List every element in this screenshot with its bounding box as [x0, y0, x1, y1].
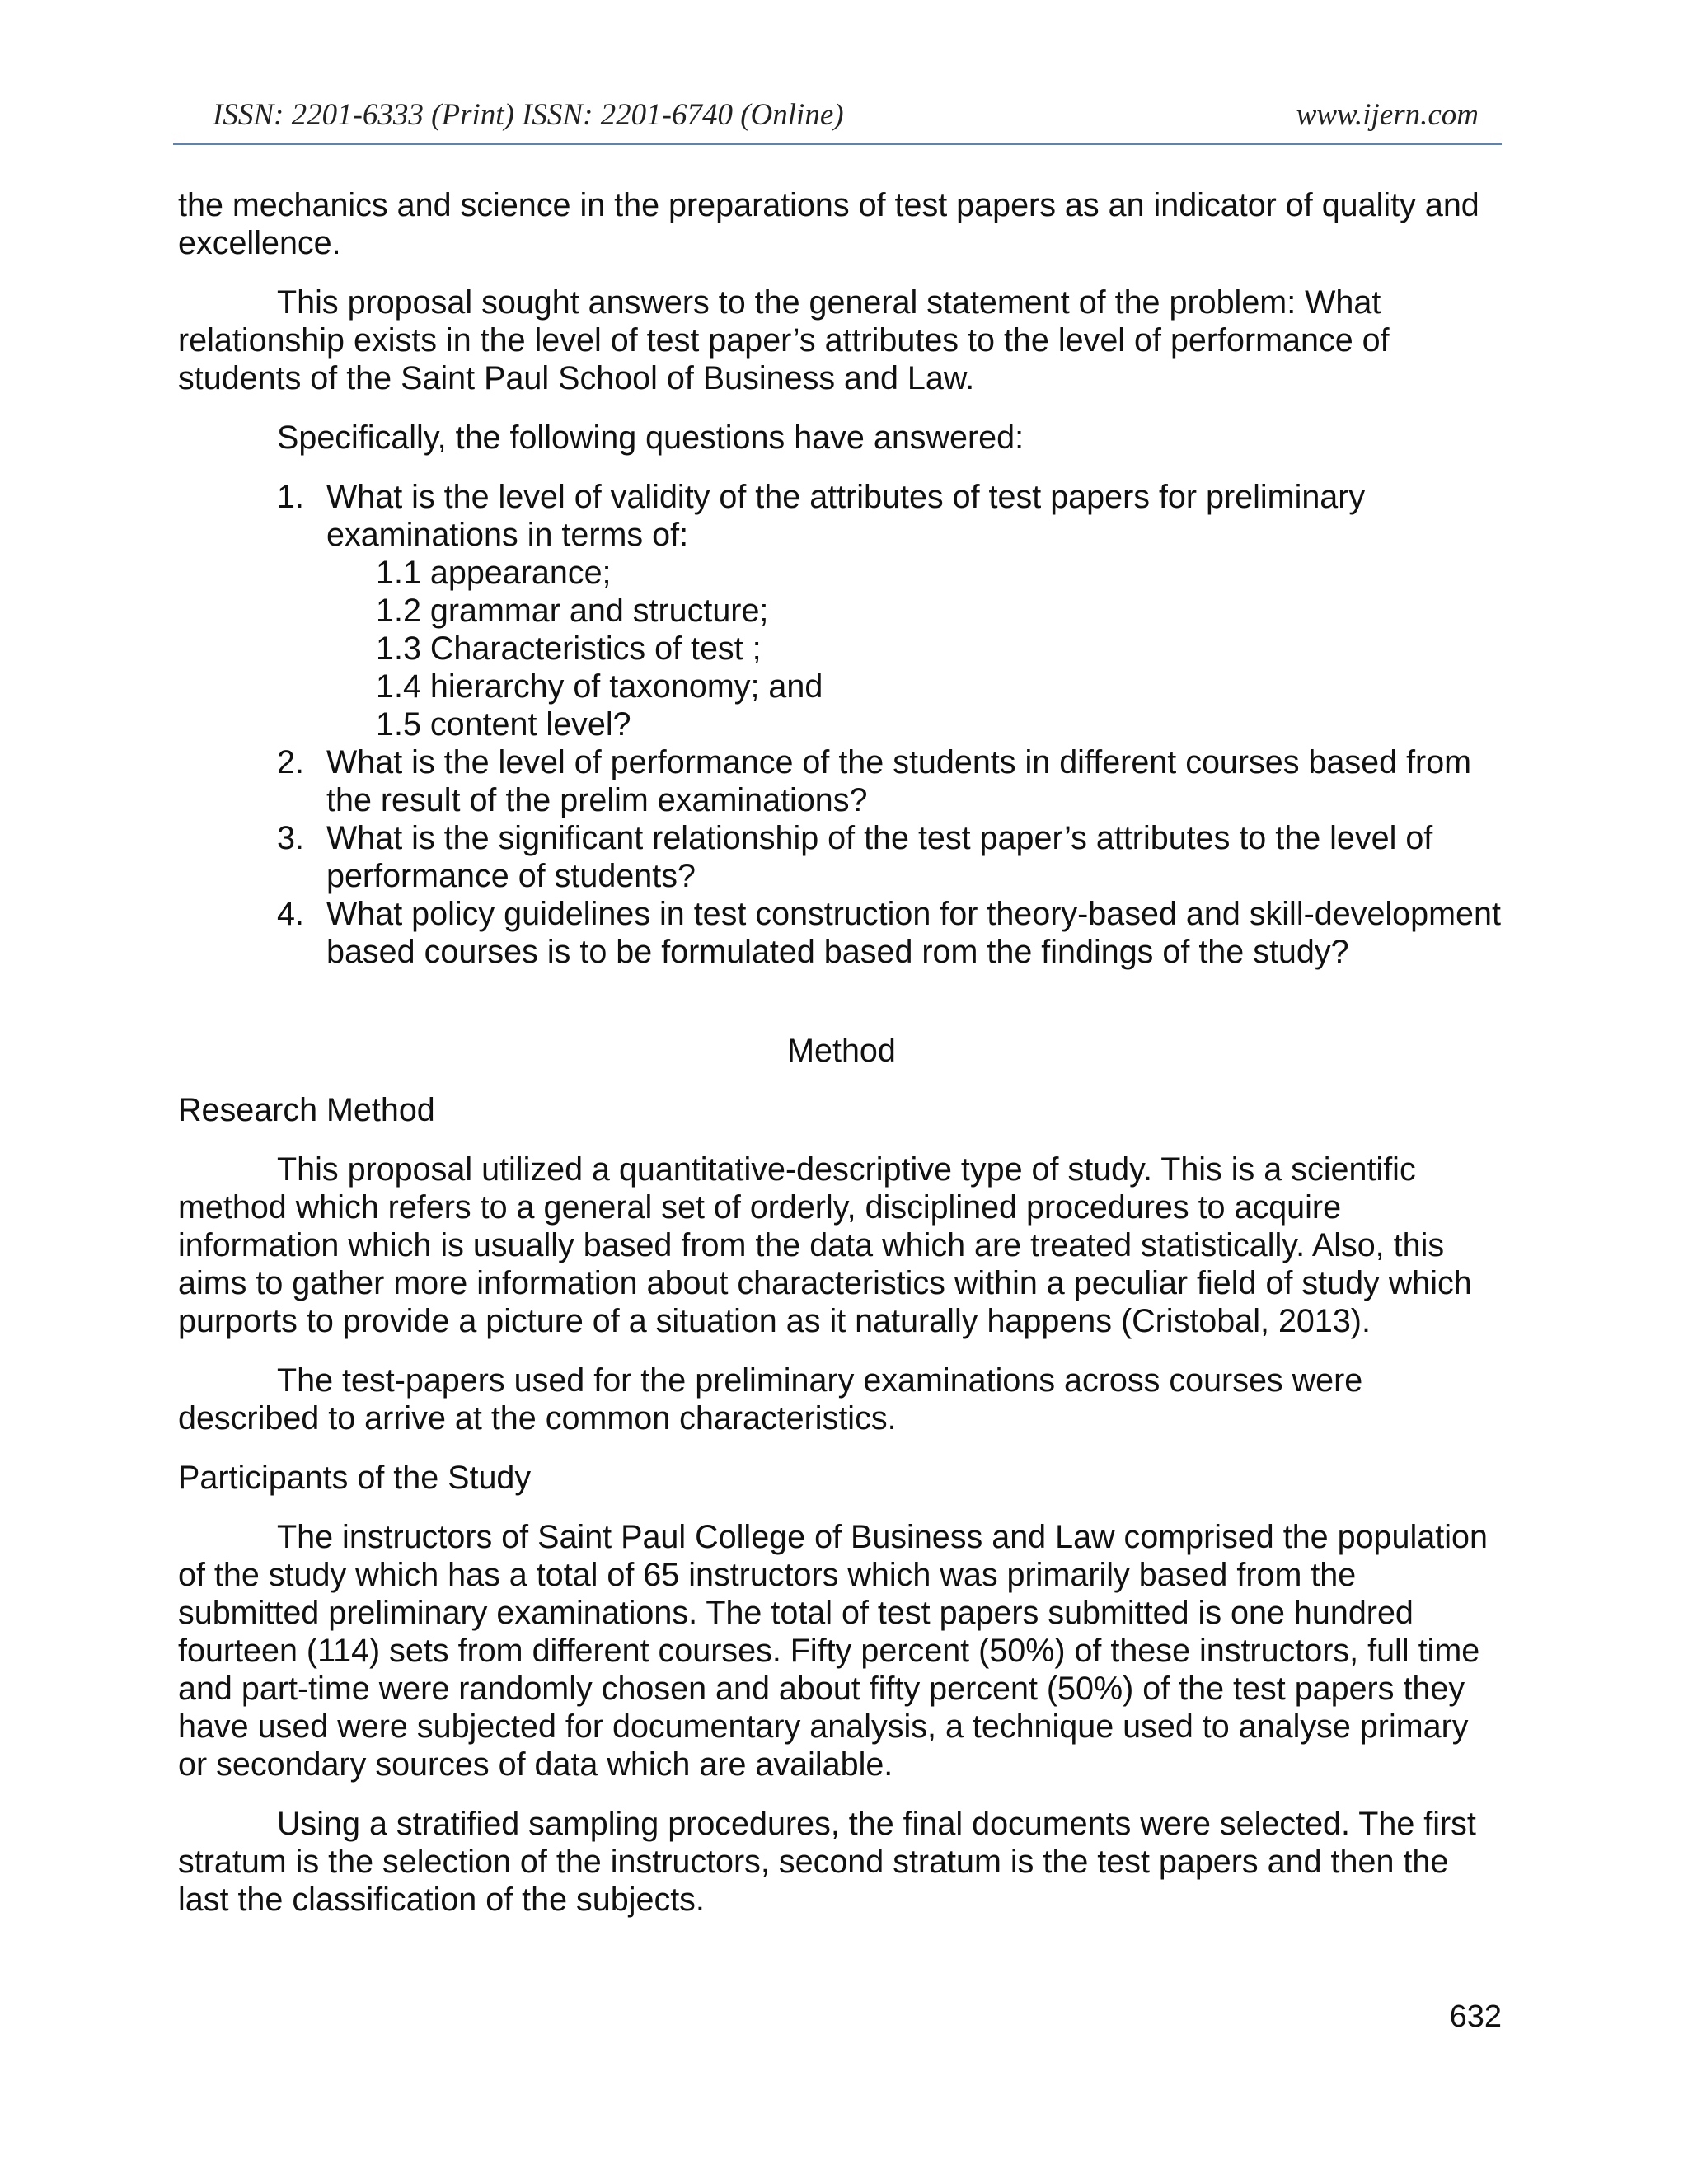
question-number: 2.: [277, 744, 304, 780]
sub-question: 1.5 content level?: [376, 706, 631, 743]
question-text: What is the level of performance of the students in different courses based from the result of the prelim examinations?: [326, 744, 1472, 818]
specific-questions-intro: Specifically, the following questions have answered:: [277, 419, 1025, 456]
research-method-paragraph: The test-papers used for the preliminary examinations across courses were described to arrive at the common characteristics.: [178, 1362, 1363, 1436]
research-questions-list: [277, 478, 1505, 971]
running-header: [213, 97, 1479, 138]
intro-continuation: the mechanics and science in the preparations of test papers as an indicator of quality and excellence.: [178, 187, 1479, 261]
research-question: [277, 895, 1505, 971]
question-text: What is the level of validity of the attributes of test papers for preliminary examinations in terms of:: [326, 479, 1366, 553]
sub-questions-list: [326, 554, 1505, 743]
participants-heading: Participants of the Study: [178, 1460, 532, 1496]
page-number: 632: [1449, 1999, 1502, 2034]
research-method-heading: Research Method: [178, 1092, 435, 1128]
header-divider: [173, 143, 1502, 145]
research-method-paragraph: This proposal utilized a quantitative-descriptive type of study. This is a scientific method which refers to a general set of orderly, disciplined procedures to acquire information which is usually based from the data which are treated statistically. Also, this aims to gather more information about characteristics within a peculiar field of study which purports to provide a picture of a situation as it naturally happens (Cristobal, 2013).: [178, 1151, 1472, 1339]
question-text: What is the significant relationship of the test paper’s attributes to the level of performance of students?: [326, 820, 1433, 894]
question-text: What policy guidelines in test construction for theory-based and skill-development based courses is to be formulated based rom the findings of the study?: [326, 896, 1501, 970]
research-question: [277, 819, 1505, 895]
sub-question: 1.4 hierarchy of taxonomy; and: [376, 668, 823, 705]
issn-text: ISSN: 2201-6333 (Print) ISSN: 2201-6740 (Online): [213, 98, 844, 132]
sub-question: 1.1 appearance;: [376, 555, 612, 591]
journal-website: www.ijern.com: [1296, 98, 1479, 132]
participants-paragraph: The instructors of Saint Paul College of Business and Law comprised the population of the study which has a total of 65 instructors which was primarily based from the submitted preliminary examinations. The total of test papers submitted is one hundred fourteen (114) sets from different courses. Fifty percent (50%) of these instructors, full time and part-time were randomly chosen and about fifty percent (50%) of the test papers they have used were subjected for documentary analysis, a technique used to analyse primary or secondary sources of data which are available.: [178, 1519, 1488, 1783]
sub-question: 1.2 grammar and structure;: [376, 593, 769, 629]
participants-paragraph: Using a stratified sampling procedures, the final documents were selected. The first stratum is the selection of the instructors, second stratum is the test papers and then the last the classification of the subjects.: [178, 1806, 1476, 1918]
research-question: [277, 743, 1505, 819]
question-number: 1.: [277, 479, 304, 515]
research-question: [277, 478, 1505, 743]
question-number: 3.: [277, 820, 304, 856]
body-text: [178, 186, 1505, 1940]
sub-question: 1.3 Characteristics of test ;: [376, 630, 762, 667]
problem-statement: This proposal sought answers to the general statement of the problem: What relationship exists in the level of test paper’s attributes to the level of performance of students of the Saint Paul School of Business and Law.: [178, 284, 1390, 396]
question-number: 4.: [277, 896, 304, 932]
method-heading: Method: [787, 1033, 896, 1069]
